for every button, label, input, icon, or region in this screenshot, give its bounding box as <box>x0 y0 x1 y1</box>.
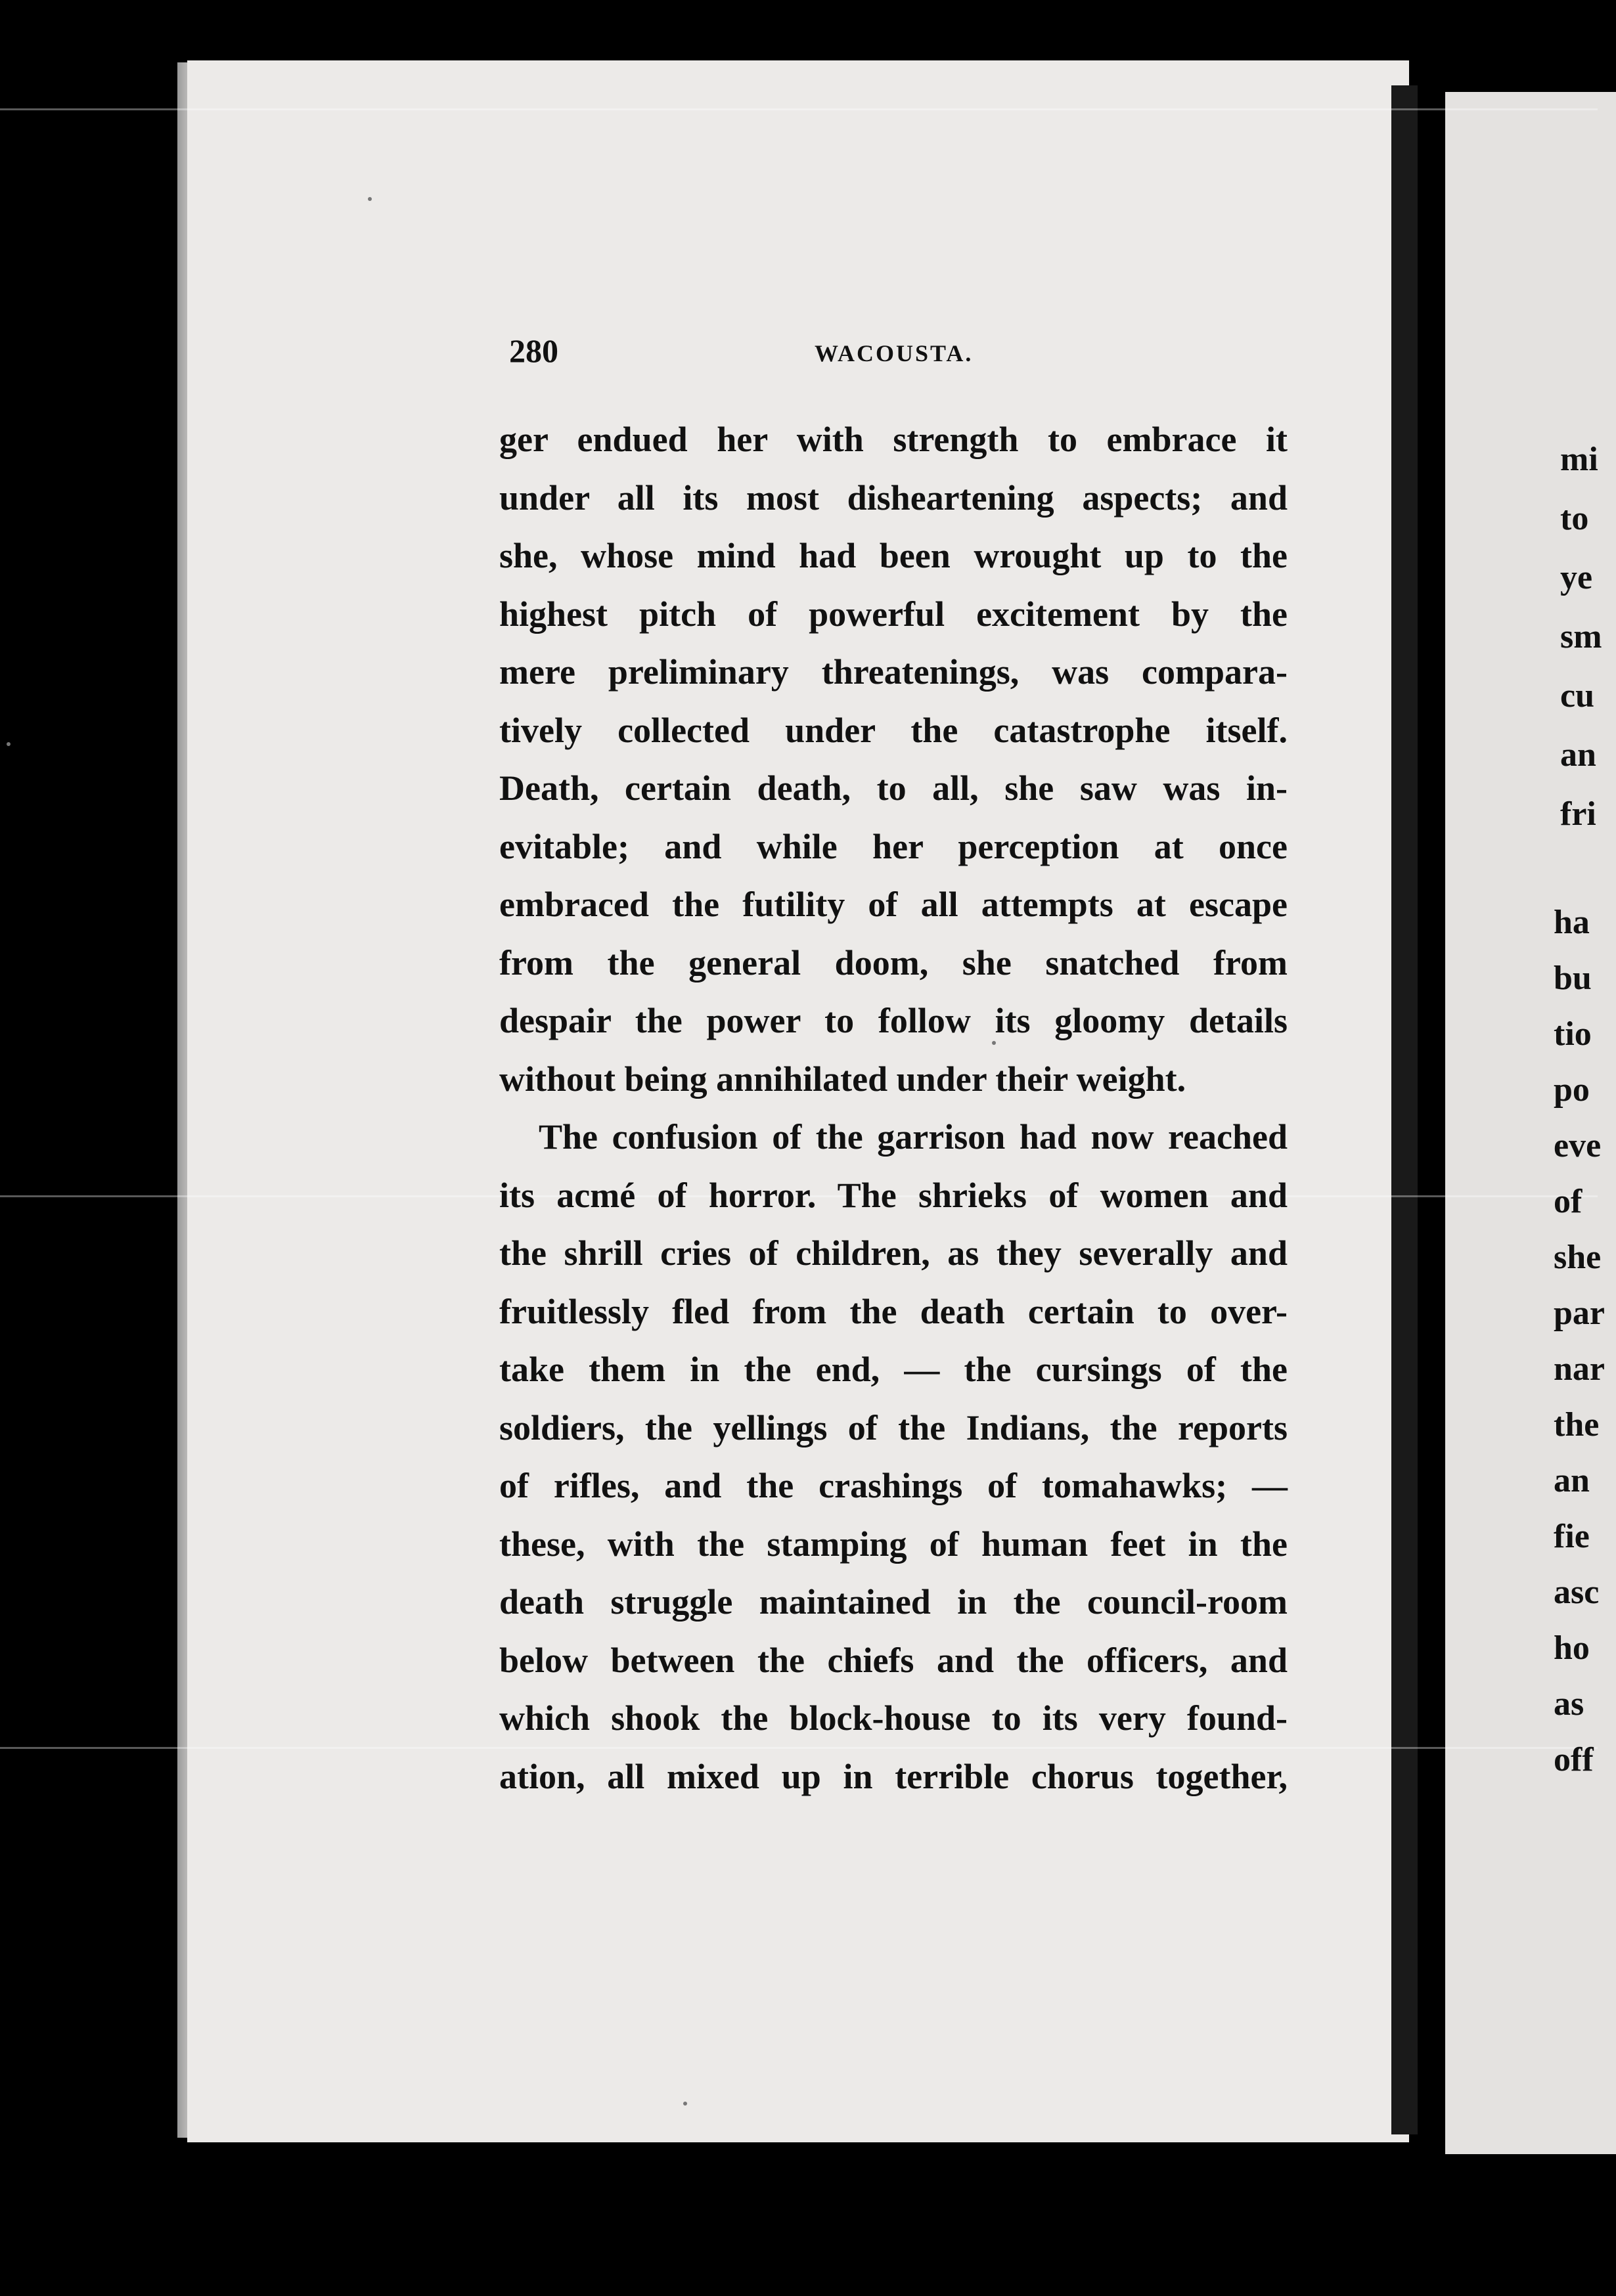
facing-page-fragment: tio <box>1554 1015 1592 1053</box>
facing-page-fragment: ye <box>1560 559 1593 596</box>
text-line: without being annihilated under their weight. <box>499 1059 1186 1099</box>
speck <box>368 197 372 201</box>
text-line: these, with the stamping of human feet in the <box>499 1524 1288 1564</box>
facing-page-fragment: fie <box>1554 1518 1590 1555</box>
book-gutter <box>1391 85 1418 2134</box>
facing-page-fragment: bu <box>1554 960 1592 997</box>
text-line: evitable; and while her perception at once <box>499 826 1288 866</box>
text-line: from the general doom, she snatched from <box>499 942 1288 982</box>
text-line: she, whose mind had been wrought up to the <box>499 536 1288 575</box>
text-line: under all its most disheartening aspects; and <box>499 477 1288 518</box>
right-page <box>1445 92 1616 2154</box>
text-line: soldiers, the yellings of the Indians, the reports <box>499 1407 1288 1447</box>
page-number: 280 <box>509 332 558 369</box>
text-line: its acmé of horror. The shrieks of women and <box>499 1175 1288 1215</box>
facing-page-fragment: po <box>1554 1071 1590 1109</box>
facing-page-fragment: the <box>1554 1406 1600 1444</box>
text-line: Death, certain death, to all, she saw was in- <box>499 768 1288 808</box>
speck <box>7 742 11 746</box>
facing-page-fragment: an <box>1554 1462 1590 1499</box>
facing-page-fragment: fri <box>1560 795 1596 833</box>
speck <box>683 2102 687 2106</box>
facing-page-fragment: eve <box>1554 1127 1602 1164</box>
text-line: which shook the block-house to its very found- <box>499 1698 1288 1738</box>
facing-page-fragment: as <box>1554 1685 1584 1723</box>
body-text <box>499 410 1288 1805</box>
text-line: mere preliminary threatenings, was compara- <box>499 652 1288 692</box>
facing-page-fragment: nar <box>1554 1350 1605 1388</box>
facing-page-fragment: mi <box>1560 441 1598 478</box>
facing-page-fragment: to <box>1560 500 1589 537</box>
text-line: embraced the futility of all attempts at escape <box>499 885 1288 924</box>
text-line: of rifles, and the crashings of tomahawks; — <box>499 1466 1288 1505</box>
page-header <box>509 332 1284 371</box>
text-line: ger endued her with strength to embrace it <box>499 420 1288 459</box>
facing-page-fragment: cu <box>1560 677 1594 715</box>
text-line: despair the power to follow its gloomy details <box>499 1001 1288 1040</box>
text-line: below between the chiefs and the officers, and <box>499 1640 1288 1680</box>
facing-page-fragment: of <box>1554 1183 1582 1220</box>
facing-page-fragment: she <box>1554 1239 1602 1276</box>
text-line: fruitlessly fled from the death certain to over- <box>499 1291 1288 1331</box>
facing-page-fragment: par <box>1554 1294 1605 1332</box>
text-line: ation, all mixed up in terrible chorus together, <box>499 1756 1288 1796</box>
facing-page-fragment: ho <box>1554 1629 1590 1667</box>
facing-page-fragment: off <box>1554 1741 1594 1778</box>
facing-page-fragment: an <box>1560 736 1596 774</box>
facing-page-fragment: ha <box>1554 904 1590 941</box>
text-line: take them in the end, — the cursings of the <box>499 1350 1288 1389</box>
text-line: highest pitch of powerful excitement by the <box>499 594 1288 634</box>
text-line: the shrill cries of children, as they severally and <box>499 1233 1288 1273</box>
text-line: tively collected under the catastrophe itself. <box>499 710 1288 750</box>
text-line: death struggle maintained in the council-room <box>499 1582 1288 1622</box>
text-line: The confusion of the garrison had now reached <box>539 1117 1288 1157</box>
facing-page-fragment: sm <box>1560 618 1602 655</box>
facing-page-fragment: asc <box>1554 1574 1600 1611</box>
running-head: WACOUSTA. <box>815 340 974 366</box>
scan-line <box>0 108 1598 110</box>
